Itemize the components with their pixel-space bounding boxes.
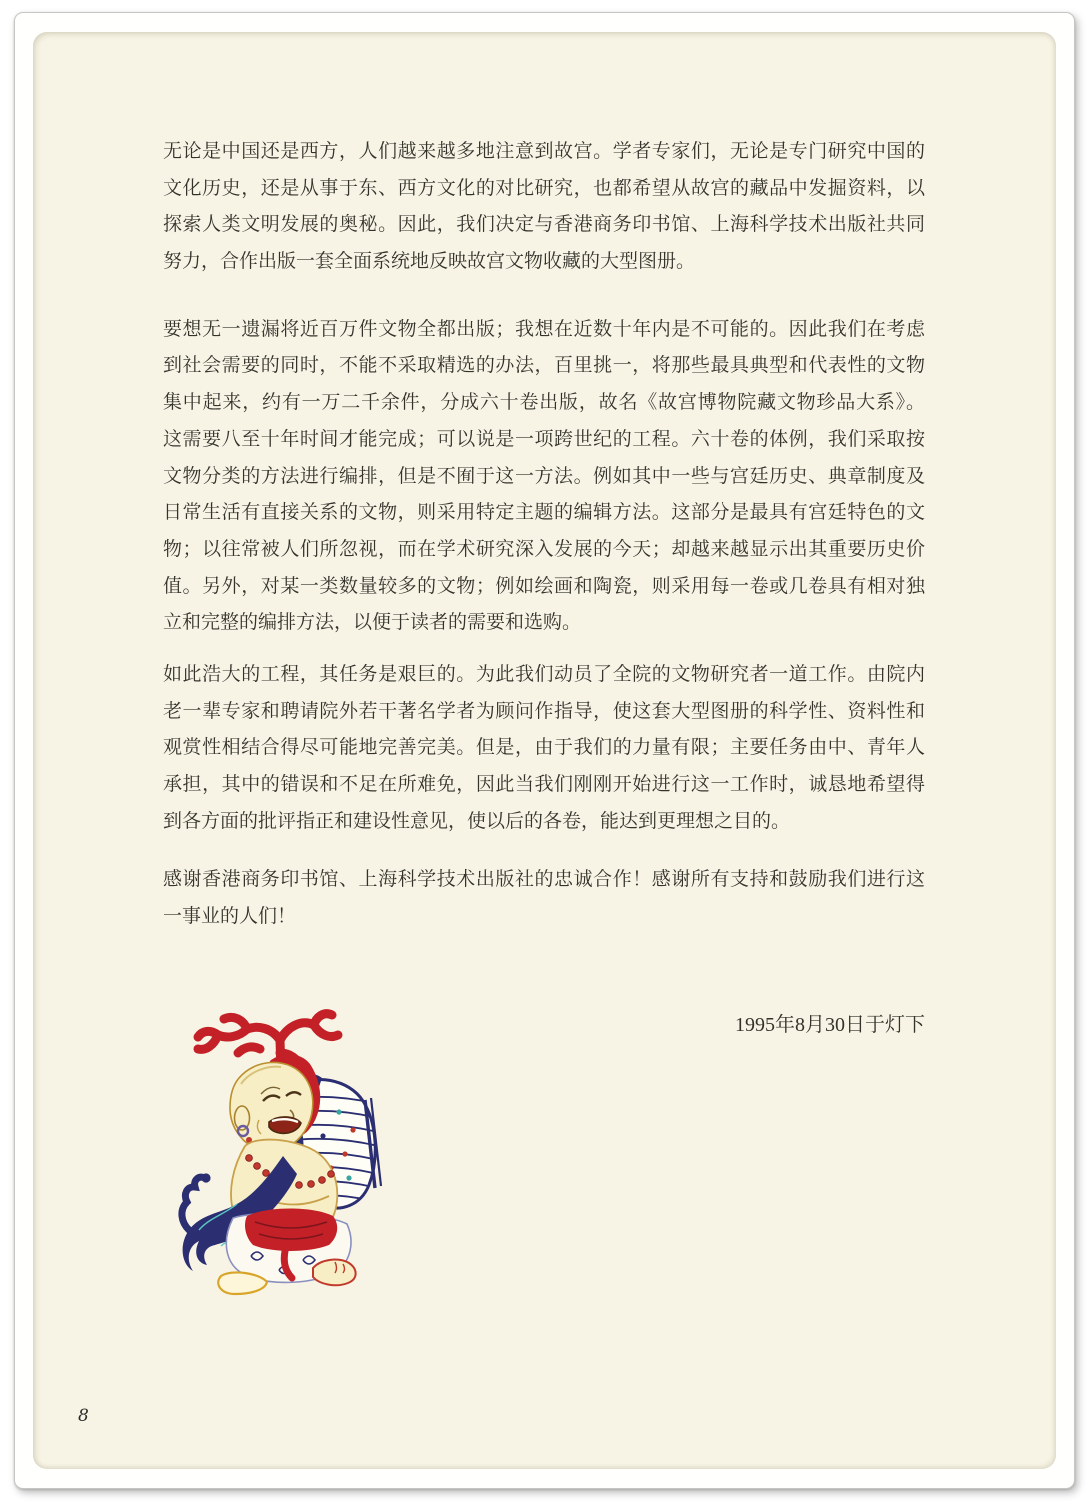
preface-paragraph: 要想无一遗漏将近百万件文物全都出版；我想在近数十年内是不可能的。因此我们在考虑 到社会需要的同时，不能不采取精选的办法，百里挑一，将那些最具典型和代表性的文物 集中起来，约有一万二千余件，分成六十卷出版，故名《故宫博物院藏文物珍品大系》。 这需要八至十年时间才能完成；可以说是一项跨世纪的工程。六十卷的体例，我们采取按 文物分类的方法进行编排，但是不囿于这一方法。例如其中一些与宫廷历史、典章制度及 日常生活有直接关系的文物，则采用特定主题的编辑方法。这部分是最具有宫廷特色的文 物；以往常被人们所忽视，而在学术研究深入发展的今天；却越来越显示出其重要历史价 值。另外，对某一类数量较多的文物；例如绘画和陶瓷，则采用每一卷或几卷具有相对独 立和完整的编排方法，以便于读者的需要和选购。 (163, 318, 925, 634)
preface-text-block (163, 134, 925, 1040)
page-number: 8 (78, 1406, 89, 1426)
scanned-page-sheet (14, 12, 1075, 1489)
date-line: 1995年8月30日于灯下 (735, 1013, 925, 1036)
new-year-print-illustration (163, 1008, 387, 1300)
preface-paragraph: 感谢香港商务印书馆、上海科学技术出版社的忠诚合作！感谢所有支持和鼓励我们进行这 一事业的人们！ (163, 869, 925, 928)
preface-paragraph: 无论是中国还是西方，人们越来越多地注意到故宫。学者专家们，无论是专门研究中国的 文化历史，还是从事于东、西方文化的对比研究，也都希望从故宫的藏品中发掘资料，以 探索人类文明发展的奥秘。因此，我们决定与香港商务印书馆、上海科学技术出版社共同 努力，合作出版一套全面系统地反映故宫文物收藏的大型图册。 (163, 141, 925, 273)
preface-paragraph: 如此浩大的工程，其任务是艰巨的。为此我们动员了全院的文物研究者一道工作。由院内 老一辈专家和聘请院外若干著名学者为顾问作指导，使这套大型图册的科学性、资料性和 观赏性相结合得尽可能地完善完美。但是，由于我们的力量有限；主要任务由中、青年人 承担，其中的错误和不足在所难免，因此当我们刚刚开始进行这一工作时，诚恳地希望得 到各方面的批评指正和建设性意见，使以后的各卷，能达到更理想之目的。 (163, 663, 925, 832)
page-paper (33, 32, 1056, 1469)
